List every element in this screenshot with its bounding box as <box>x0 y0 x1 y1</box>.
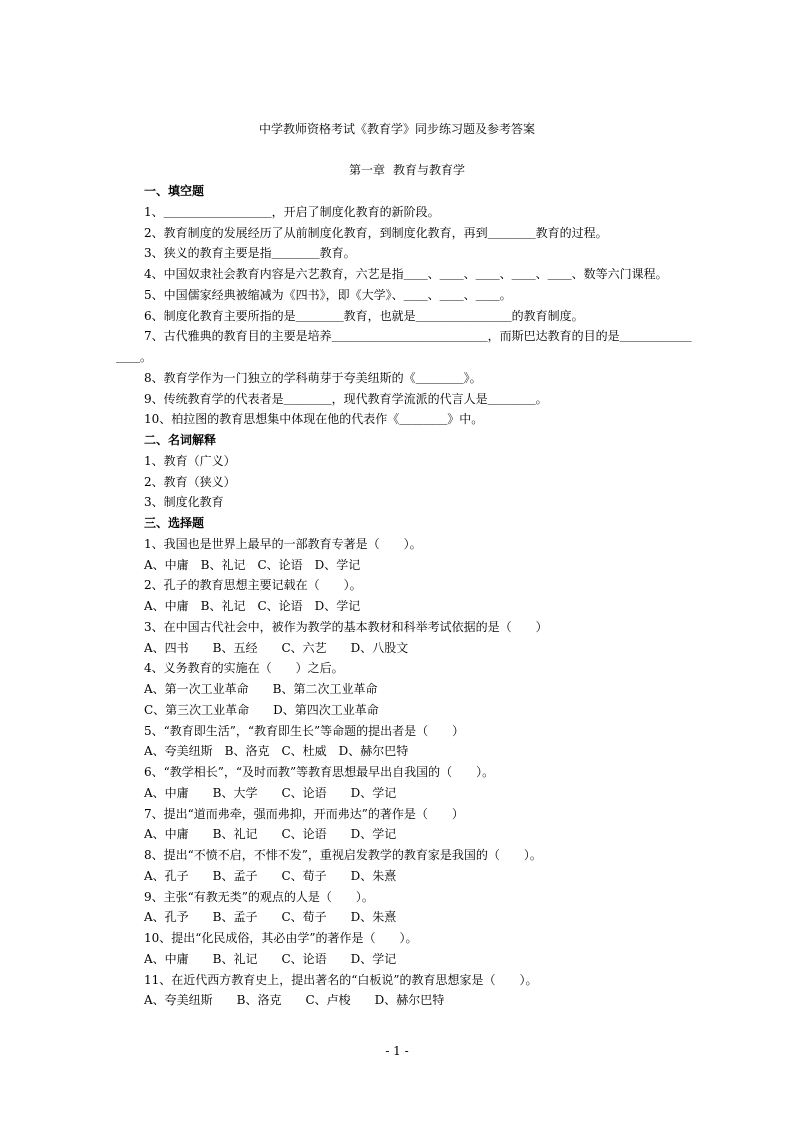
page-number: - 1 - <box>385 1044 409 1058</box>
choice-question-7: 7、提出“道而弗牵，强而弗抑，开而弗达”的著作是（ ） <box>144 806 464 821</box>
fill-blank-item-7-line-2: ＿＿。 <box>116 350 153 364</box>
fill-blank-item-10: 10、柏拉图的教育思想集中体现在他的代表作《＿＿＿＿》中。 <box>144 412 484 427</box>
term-item-1: 1、教育（广义） <box>144 453 236 468</box>
document-body <box>116 181 692 1011</box>
choice-question-11: 11、在近代西方教育史上，提出著名的“白板说”的教育思想家是（ ）。 <box>144 972 538 987</box>
choice-question-10: 10、提出“化民成俗，其必由学”的著作是（ ）。 <box>144 931 418 945</box>
choice-question-6: 6、“教学相长”，“及时而教”等教育思想最早出自我国的（ ）。 <box>144 765 495 779</box>
choice-options: A、夸美纽斯 B、洛克 C、杜威 D、赫尔巴特 <box>144 744 409 759</box>
choice-options: A、中庸 B、礼记 C、论语 D、学记 <box>144 599 361 613</box>
fill-blank-item-6: 6、制度化教育主要所指的是＿＿＿＿教育，也就是＿＿＿＿＿＿＿＿的教育制度。 <box>144 308 584 323</box>
chapter-name: 教育与教育学 <box>393 163 466 177</box>
choice-question-2: 2、孔子的教育思想主要记载在（ ）。 <box>144 578 362 593</box>
choice-question-5: 5、“教育即生活”，“教育即生长”等命题的提出者是（ ） <box>144 723 465 738</box>
fill-blank-item-2: 2、教育制度的发展经历了从前制度化教育，到制度化教育，再到＿＿＿＿教育的过程。 <box>144 225 608 240</box>
choice-options: A、孔子 B、孟子 C、荀子 D、朱熹 <box>144 868 397 883</box>
fill-blank-item-4: 4、中国奴隶社会教育内容是六艺教育，六艺是指＿＿、＿＿、＿＿、＿＿、＿＿、数等六门课程。 <box>144 267 668 281</box>
choice-options: A、第一次工业革命 B、第二次工业革命 <box>144 682 378 696</box>
choice-options: A、孔予 B、孟子 C、荀子 D、朱熹 <box>144 910 397 925</box>
chapter-heading <box>0 162 794 178</box>
term-item-3: 3、制度化教育 <box>144 495 224 510</box>
choice-question-4: 4、义务教育的实施在（ ）之后。 <box>144 661 344 676</box>
choice-question-8: 8、提出“不愤不启，不悱不发”，重视启发教学的教育家是我国的（ ）。 <box>144 848 542 862</box>
section-heading-multiple-choice: 三、选择题 <box>144 516 205 530</box>
choice-options: A、中庸 B、大学 C、论语 D、学记 <box>144 785 397 800</box>
fill-blank-item-7-line-1: 7、古代雅典的教育目的主要是培养＿＿＿＿＿＿＿＿＿＿＿＿＿，而斯巴达教育的目的是＿＿＿＿＿＿ <box>144 329 692 344</box>
choice-options: C、第三次工业革命 D、第四次工业革命 <box>144 702 379 717</box>
fill-blank-item-3: 3、狭义的教育主要是指＿＿＿＿教育。 <box>144 246 356 261</box>
fill-blank-item-9: 9、传统教育学的代表者是＿＿＿＿，现代教育学流派的代言人是＿＿＿＿。 <box>144 391 548 406</box>
choice-question-1: 1、我国也是世界上最早的一部教育专著是（ ）。 <box>144 536 422 551</box>
choice-options: A、中庸 B、礼记 C、论语 D、学记 <box>144 951 397 966</box>
document-title: 中学教师资格考试《教育学》同步练习题及参考答案 <box>258 122 535 136</box>
choice-options: A、中庸 B、礼记 C、论语 D、学记 <box>144 557 361 572</box>
choice-options: A、中庸 B、礼记 C、论语 D、学记 <box>144 827 397 842</box>
section-heading-term-definition: 二、名词解释 <box>144 433 217 447</box>
choice-question-3: 3、在中国古代社会中，被作为教学的基本教材和科举考试依据的是（ ） <box>144 619 548 634</box>
term-item-2: 2、教育（狭义） <box>144 474 236 489</box>
section-heading-fill-blank: 一、填空题 <box>144 184 205 198</box>
choice-question-9: 9、主张“有教无类”的观点的人是（ ）。 <box>144 889 374 904</box>
fill-blank-item-1: 1、＿＿＿＿＿＿＿＿＿，开启了制度化教育的新阶段。 <box>144 204 440 219</box>
chapter-number: 第一章 <box>348 163 385 177</box>
choice-options: A、四书 B、五经 C、六艺 D、八股文 <box>144 640 409 655</box>
choice-options: A、夸美纽斯 B、洛克 C、卢梭 D、赫尔巴特 <box>144 993 445 1008</box>
fill-blank-item-8: 8、教育学作为一门独立的学科萌芽于夸美纽斯的《＿＿＿＿》。 <box>144 370 482 385</box>
fill-blank-item-5: 5、中国儒家经典被缩减为《四书》，即《大学》、＿＿、＿＿、＿＿。 <box>144 287 512 302</box>
